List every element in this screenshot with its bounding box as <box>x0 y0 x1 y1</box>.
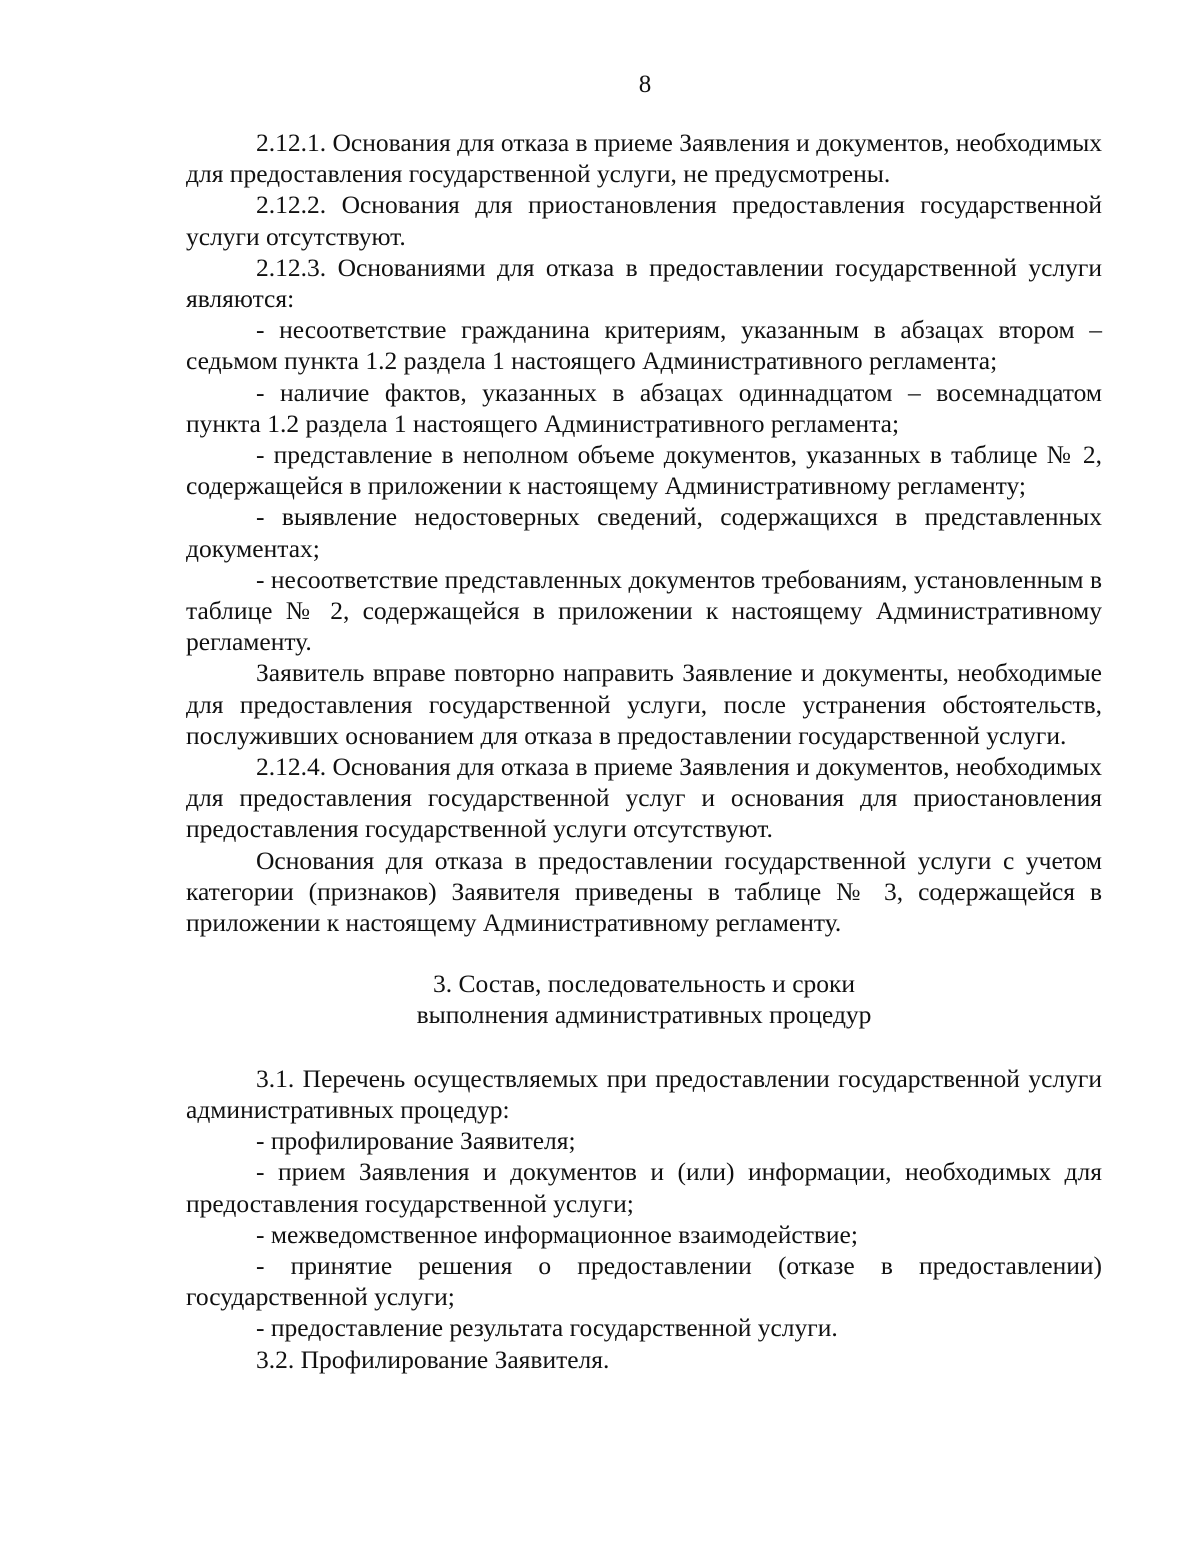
list-item: - предоставление результата государственной услуги. <box>256 1313 838 1343</box>
list-item: - несоответствие представленных документов требованиям, установленным в таблице № 2, содержащейся в приложении к настоящему Административному регламенту. <box>186 564 1102 657</box>
list-item: - наличие фактов, указанных в абзацах одиннадцатом – восемнадцатом пункта 1.2 раздела 1 настоящего Административного регламента; <box>186 377 1102 438</box>
list-item: - принятие решения о предоставлении (отказе в предоставлении) государственной услуги; <box>186 1250 1102 1312</box>
page-number: 8 <box>638 71 652 98</box>
list-item: - прием Заявления и документов и (или) информации, необходимых для предоставления государственной услуги; <box>186 1157 1102 1218</box>
paragraph-applicant-right: Заявитель вправе повторно направить Заявление и документы, необходимые для предоставления государственной услуги, после устранения обстоятельств, послуживших основанием для отказа в предоставлении государственной услуги. <box>186 658 1102 750</box>
list-item: - межведомственное информационное взаимодействие; <box>256 1219 858 1249</box>
list-item: - выявление недостоверных сведений, содержащихся в представленных документах; <box>186 502 1102 563</box>
section-heading <box>186 968 1102 1030</box>
list-item: - представление в неполном объеме документов, указанных в таблице № 2, содержащейся в приложении к настоящему Административному регламенту; <box>186 440 1102 501</box>
paragraph-2-12-2: 2.12.2. Основания для приостановления предоставления государственной услуги отсутствуют. <box>186 190 1102 251</box>
paragraph-2-12-1: 2.12.1. Основания для отказа в приеме Заявления и документов, необходимых для предоставления государственной услуги, не предусмотрены. <box>186 128 1102 189</box>
paragraph-3-1: 3.1. Перечень осуществляемых при предоставлении государственной услуги административных процедур: <box>186 1063 1102 1124</box>
section-heading-line-1: 3. Состав, последовательность и сроки <box>432 969 856 999</box>
paragraph-2-12-3: 2.12.3. Основаниями для отказа в предоставлении государственной услуги являются: <box>186 252 1102 314</box>
paragraph-3-2: 3.2. Профилирование Заявителя. <box>256 1344 610 1374</box>
document-body <box>186 127 1102 1375</box>
list-item: - профилирование Заявителя; <box>256 1126 576 1156</box>
list-item: - несоответствие гражданина критериям, указанным в абзацах втором – седьмом пункта 1.2 раздела 1 настоящего Административного регламента; <box>186 315 1102 376</box>
paragraph-2-12-4: 2.12.4. Основания для отказа в приеме Заявления и документов, необходимых для предоставления государственной услуг и основания для приостановления предоставления государственной услуги отсутствуют. <box>186 752 1102 844</box>
section-heading-line-2: выполнения административных процедур <box>416 1000 872 1030</box>
paragraph-refusal-grounds-table: Основания для отказа в предоставлении государственной услуги с учетом категории (признаков) Заявителя приведены в таблице № 3, содержащейся в приложении к настоящему Административному регламенту. <box>186 845 1102 938</box>
